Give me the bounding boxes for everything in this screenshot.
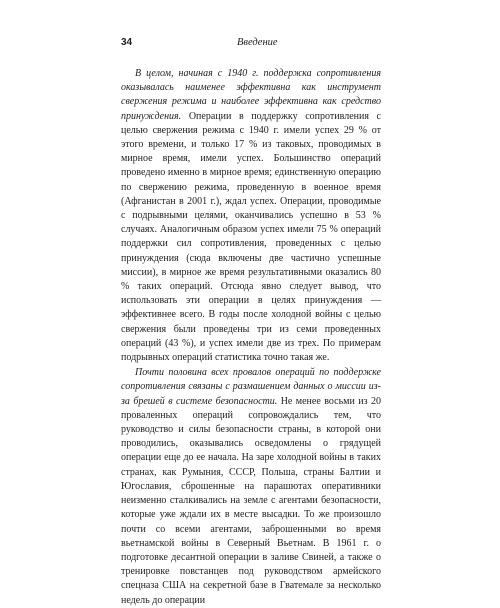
paragraph-2 (121, 366, 381, 607)
body-text (121, 67, 381, 608)
paragraph-1 (121, 67, 381, 365)
paragraph-1-body: Операции в поддержку сопротивления с целью свержения режима с 1940 г. имели успех 29 % от этого времени, и только 17 % из таковых, проводимых в мирное время, имели успех. Большинство операций проведено именно в мирное время; единственную операцию по свержению режима, проведенную в военное время (Афганистан в 2001 г.), ждал успех. Операции, проводимые с подрывными целями, оканчивались успешно в 53 % случаях. Аналогичным образом успех имели 75 % операций поддержки сил сопротивления, проведенных с целью принуждения (сюда включены две частично успешные миссии), в мирное же время результативными оказались 80 % таких операций. Отсюда явно следует вывод, что использовать эти операции в целях принуждения — эффективнее всего. В годы после холодной войны с целью свержения были проведены три из семи проведенных операций (43 %), и успех имели две из трех. По примерам подрывных операций статистика точно такая же. (121, 110, 381, 364)
running-head (121, 36, 381, 50)
section-title: Введение (237, 37, 278, 48)
paragraph-1-lead: В целом, начиная с 1940 г. поддержка сопротивления оказывалась наименее эффективна как инструмент свержения режима и наиболее эффективна как средство принуждения. (121, 68, 381, 122)
paragraph-2-body: Не менее восьми из 20 проваленных операций сопровождались тем, что руководство и силы безопасности страны, в которой они проводились, оказывались осведомлены о грядущей операции еще до ее начала. На заре холодной войны в таких странах, как Румыния, СССР, Польша, страны Балтии и Югославия, сброшенные на парашютах оперативники неизменно сталкивались на земле с агентами безопасности, которые уже ждали их в месте высадки. То же произошло почти со всеми агентами, заброшенными во время вьетнамской войны в Северный Вьетнам. В 1961 г. о подготовке десантной операции в заливе Свиней, а также о тренировке повстанцев под руководством армейского спецназа США на секретной базе в Гватемале за несколько недель до операции (121, 395, 381, 606)
paragraph-2-lead: Почти половина всех провалов операций по поддержке сопротивления связаны с размашением данных о миссии из-за брешей в системе безопасности. (121, 367, 381, 407)
page-number: 34 (121, 37, 133, 48)
